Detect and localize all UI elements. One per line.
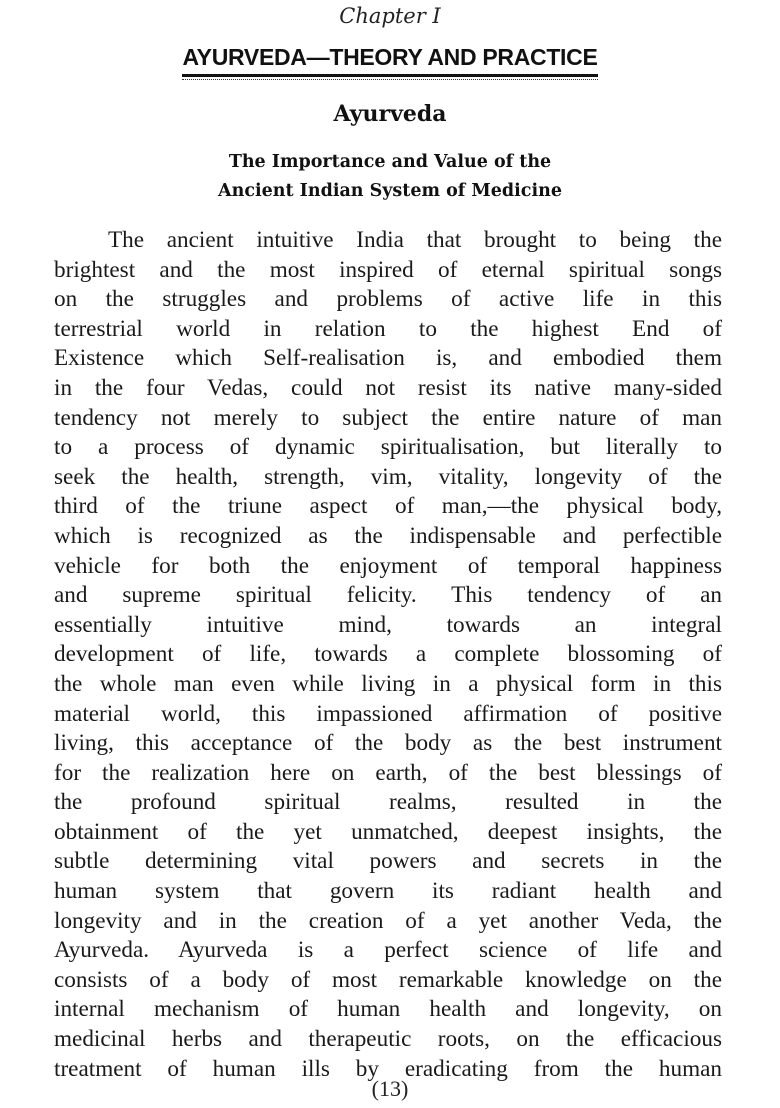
body-line: the profound spiritual realms, resulted in the xyxy=(54,789,722,816)
body-line: seek the health, strength, vim, vitality, longevity of the xyxy=(54,463,722,490)
body-line: subtle determining vital powers and secrets in the xyxy=(54,848,722,875)
body-line: living, this acceptance of the body as the best instrument xyxy=(54,730,722,757)
body-line: treatment of human ills by eradicating from the human xyxy=(54,1055,722,1082)
body-line: the whole man even while living in a physical form in this xyxy=(54,670,722,697)
subheading-line: Ancient Indian System of Medicine xyxy=(218,181,562,201)
chapter-label: Chapter I xyxy=(339,4,441,28)
body-line: brightest and the most inspired of eternal spiritual songs xyxy=(54,256,722,283)
chapter-title: AYURVEDA—THEORY AND PRACTICE xyxy=(182,44,597,77)
body-line: internal mechanism of human health and longevity, on xyxy=(54,996,722,1023)
body-line: vehicle for both the enjoyment of temporal happiness xyxy=(54,552,722,579)
body-line: development of life, towards a complete blossoming of xyxy=(54,641,722,668)
body-line: on the struggles and problems of active life in this xyxy=(54,286,722,313)
body-paragraph xyxy=(54,226,722,1084)
body-line: consists of a body of most remarkable knowledge on the xyxy=(54,966,722,993)
body-line: human system that govern its radiant health and xyxy=(54,878,722,905)
body-line: in the four Vedas, could not resist its native many-sided xyxy=(54,374,722,401)
body-line: which is recognized as the indispensable and perfectible xyxy=(54,522,722,549)
body-line: tendency not merely to subject the entire nature of man xyxy=(54,404,722,431)
body-line: essentially intuitive mind, towards an integral xyxy=(54,611,722,638)
subheading xyxy=(0,148,780,206)
subheading-line: The Importance and Value of the xyxy=(228,152,552,172)
body-line: Ayurveda. Ayurveda is a perfect science of life and xyxy=(54,937,722,964)
body-line: longevity and in the creation of a yet another Veda, the xyxy=(54,907,722,934)
body-line: third of the triune aspect of man,—the physical body, xyxy=(54,493,722,520)
body-line: material world, this impassioned affirmation of positive xyxy=(54,700,722,727)
page-number: (13) xyxy=(371,1076,409,1101)
body-line: and supreme spiritual felicity. This tendency of an xyxy=(54,582,722,609)
body-line: obtainment of the yet unmatched, deepest insights, the xyxy=(54,818,722,845)
body-line: Existence which Self-realisation is, and embodied them xyxy=(54,345,722,372)
body-line: for the realization here on earth, of the best blessings of xyxy=(54,759,722,786)
body-line: The ancient intuitive India that brought to being the xyxy=(108,227,722,253)
body-line: medicinal herbs and therapeutic roots, on the efficacious xyxy=(54,1026,722,1053)
chapter-title-wrap xyxy=(0,44,780,77)
body-line: terrestrial world in relation to the highest End of xyxy=(54,315,722,342)
section-heading: Ayurveda xyxy=(333,101,447,127)
body-line: to a process of dynamic spiritualisation, but literally to xyxy=(54,434,722,461)
